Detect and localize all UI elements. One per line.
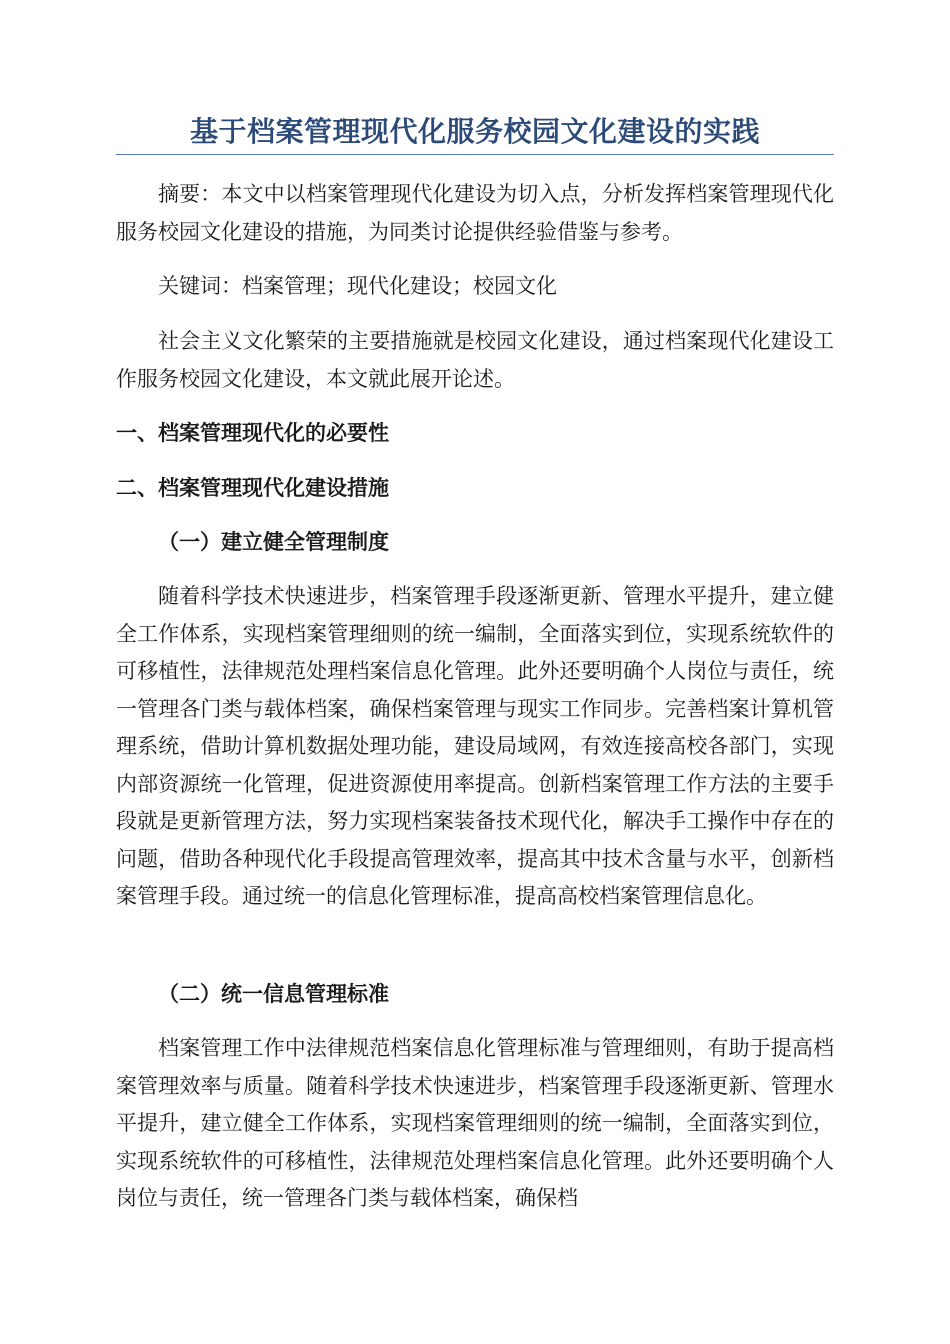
document-title: 基于档案管理现代化服务校园文化建设的实践 [189,115,760,148]
intro-paragraph: 社会主义文化繁荣的主要措施就是校园文化建设，通过档案现代化建设工作服务校园文化建设，本文就此展开论述。 [116,329,834,391]
keywords-paragraph: 关键词：档案管理；现代化建设；校园文化 [158,274,557,298]
subsection-heading-1: （一）建立健全管理制度 [158,529,389,554]
subsection-heading-2: （二）统一信息管理标准 [158,981,389,1006]
subsection-2-body: 档案管理工作中法律规范档案信息化管理标准与管理细则，有助于提高档案管理效率与质量。随着科学技术快速进步，档案管理手段逐渐更新、管理水平提升，建立健全工作体系，实现档案管理细则的统一编制，全面落实到位，实现系统软件的可移植性，法律规范处理档案信息化管理。此外还要明确个人岗位与责任，统一管理各门类与载体档案，确保档 [116,1036,834,1210]
section-heading-1: 一、档案管理现代化的必要性 [116,421,389,445]
section-heading-2: 二、档案管理现代化建设措施 [116,476,389,500]
title-underline [116,154,834,155]
abstract-paragraph: 摘要：本文中以档案管理现代化建设为切入点，分析发挥档案管理现代化服务校园文化建设的措施，为同类讨论提供经验借鉴与参考。 [116,182,834,244]
subsection-1-body: 随着科学技术快速进步，档案管理手段逐渐更新、管理水平提升，建立健全工作体系，实现档案管理细则的统一编制，全面落实到位，实现系统软件的可移植性，法律规范处理档案信息化管理。此外还要明确个人岗位与责任，统一管理各门类与载体档案，确保档案管理与现实工作同步。完善档案计算机管理系统，借助计算机数据处理功能，建设局域网，有效连接高校各部门，实现内部资源统一化管理，促进资源使用率提高。创新档案管理工作方法的主要手段就是更新管理方法，努力实现档案装备技术现代化，解决手工操作中存在的问题，借助各种现代化手段提高管理效率，提高其中技术含量与水平，创新档案管理手段。通过统一的信息化管理标准，提高高校档案管理信息化。 [116,584,834,908]
